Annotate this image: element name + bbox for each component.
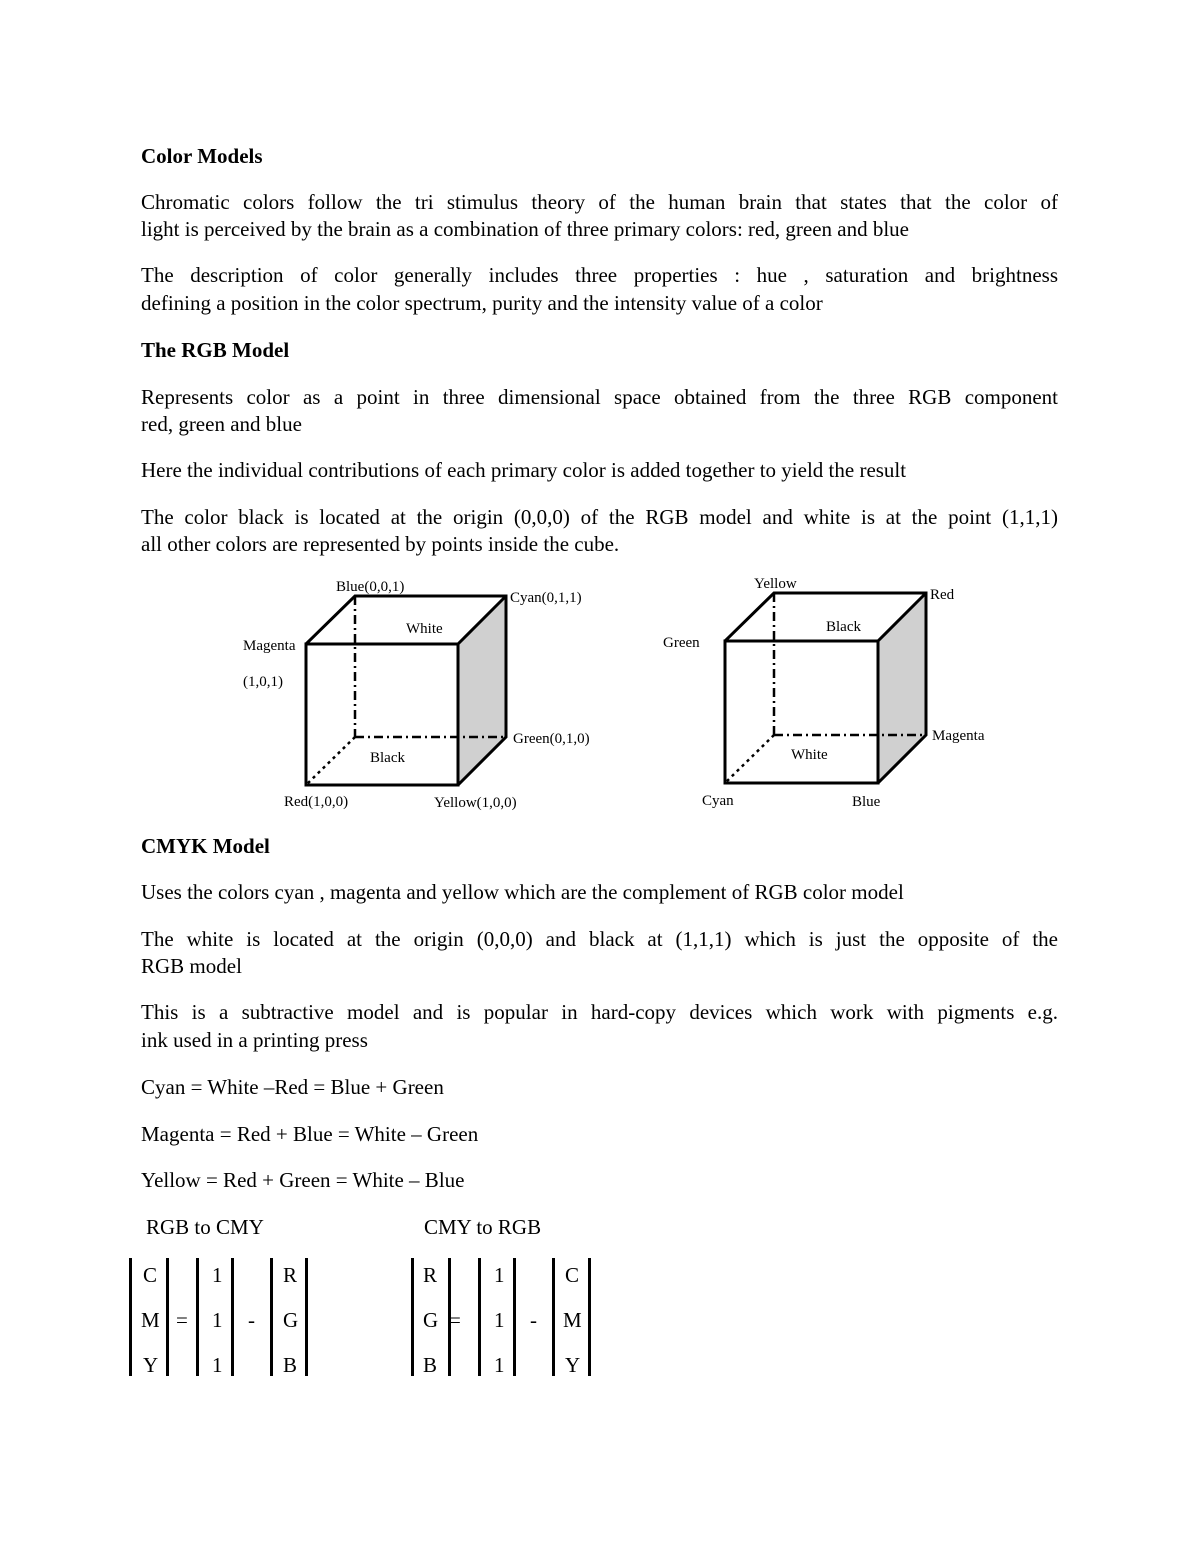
matrix-cell: B [423,1353,438,1377]
para-contributions: Here the individual contributions of each primary color is added together to yield the result [141,458,907,482]
matrix-cell: 1 [212,1308,223,1332]
equation-magenta: Magenta = Red + Blue = White – Green [141,1122,479,1146]
label-cyan: Cyan(0,1,1) [510,590,582,606]
matrix-cell: R [423,1263,438,1287]
matrix-cell: G [283,1308,299,1332]
equation-cyan: Cyan = White –Red = Blue + Green [141,1075,444,1099]
matrix-cell: 1 [212,1353,223,1377]
label-black: Black [370,750,405,766]
para-white-origin-line1: The white is located at the origin (0,0,0) and black at (1,1,1) which is just the opposite of the [141,927,1058,951]
matrix-bar [270,1258,273,1376]
para-black-origin-line2: all other colors are represented by points inside the cube. [141,532,620,556]
matrix-cell: Y [143,1353,159,1377]
label-cmy-cyan: Cyan [702,793,734,809]
label-cmy-yellow: Yellow [754,576,797,592]
para-represents-line1: Represents color as a point in three dimensional space obtained from the three RGB component [141,385,1058,409]
matrix-bar [166,1258,169,1376]
para-chromatic-line1: Chromatic colors follow the tri stimulus theory of the human brain that states that the color of [141,190,1058,214]
label-cmy-black: Black [826,619,861,635]
matrix-bar [196,1258,199,1376]
label-cmy-green: Green [663,635,700,651]
para-description-line1: The description of color generally includes three properties : hue , saturation and brightness [141,263,1058,287]
label-cmy-red: Red [930,587,955,603]
matrix-bar [552,1258,555,1376]
para-subtractive-line2: ink used in a printing press [141,1028,368,1052]
label-rgb-to-cmy: RGB to CMY [146,1215,264,1239]
heading-color-models: Color Models [141,144,263,168]
matrix-cell: M [563,1308,582,1332]
label-magenta-coord: (1,0,1) [243,674,283,690]
label-cmy-white: White [791,747,828,763]
para-white-origin-line2: RGB model [141,954,242,978]
para-subtractive-line1: This is a subtractive model and is popular in hard-copy devices which work with pigments e.g. [141,1000,1058,1024]
matrix-bar [513,1258,516,1376]
heading-rgb-model: The RGB Model [141,338,290,362]
heading-cmyk-model: CMYK Model [141,834,270,858]
matrix-cell: B [283,1353,298,1377]
matrix-cell: C [143,1263,158,1287]
cube-diagram [0,565,1200,825]
matrix-cell: 1 [494,1263,505,1287]
label-cmy-blue: Blue [852,794,881,810]
matrix-minus: - [530,1308,537,1332]
label-yellow: Yellow(1,0,0) [434,795,517,811]
matrix-minus: - [248,1308,255,1332]
matrix-cell: G [423,1308,439,1332]
matrix-bar [411,1258,414,1376]
matrix-cell: C [565,1263,580,1287]
para-description-line2: defining a position in the color spectrum, purity and the intensity value of a color [141,291,823,315]
matrix-bar [231,1258,234,1376]
label-green: Green(0,1,0) [513,731,590,747]
para-complement: Uses the colors cyan , magenta and yellow which are the complement of RGB color model [141,880,904,904]
matrix-cell: 1 [212,1263,223,1287]
matrix-cell: M [141,1308,160,1332]
matrix-equals: = [176,1308,188,1332]
matrix-cell: 1 [494,1308,505,1332]
para-black-origin-line1: The color black is located at the origin (0,0,0) of the RGB model and white is at the point (1,1,1) [141,505,1058,529]
matrix-bar [129,1258,132,1376]
matrix-bar [478,1258,481,1376]
para-chromatic-line2: light is perceived by the brain as a combination of three primary colors: red, green and blue [141,217,909,241]
para-represents-line2: red, green and blue [141,412,302,436]
label-white: White [406,621,443,637]
rgb-cube [243,579,590,811]
label-cmy-magenta: Magenta [932,728,985,744]
matrix-cell: R [283,1263,298,1287]
matrix-cell: Y [565,1353,581,1377]
matrix-bar [588,1258,591,1376]
equation-yellow: Yellow = Red + Green = White – Blue [141,1168,465,1192]
cmy-cube [663,576,985,810]
matrix-bar [305,1258,308,1376]
label-magenta: Magenta [243,638,296,654]
matrix-equals: = [449,1308,461,1332]
label-blue: Blue(0,0,1) [336,579,405,595]
label-cmy-to-rgb: CMY to RGB [424,1215,542,1239]
matrix-cell: 1 [494,1353,505,1377]
label-red: Red(1,0,0) [284,794,349,810]
